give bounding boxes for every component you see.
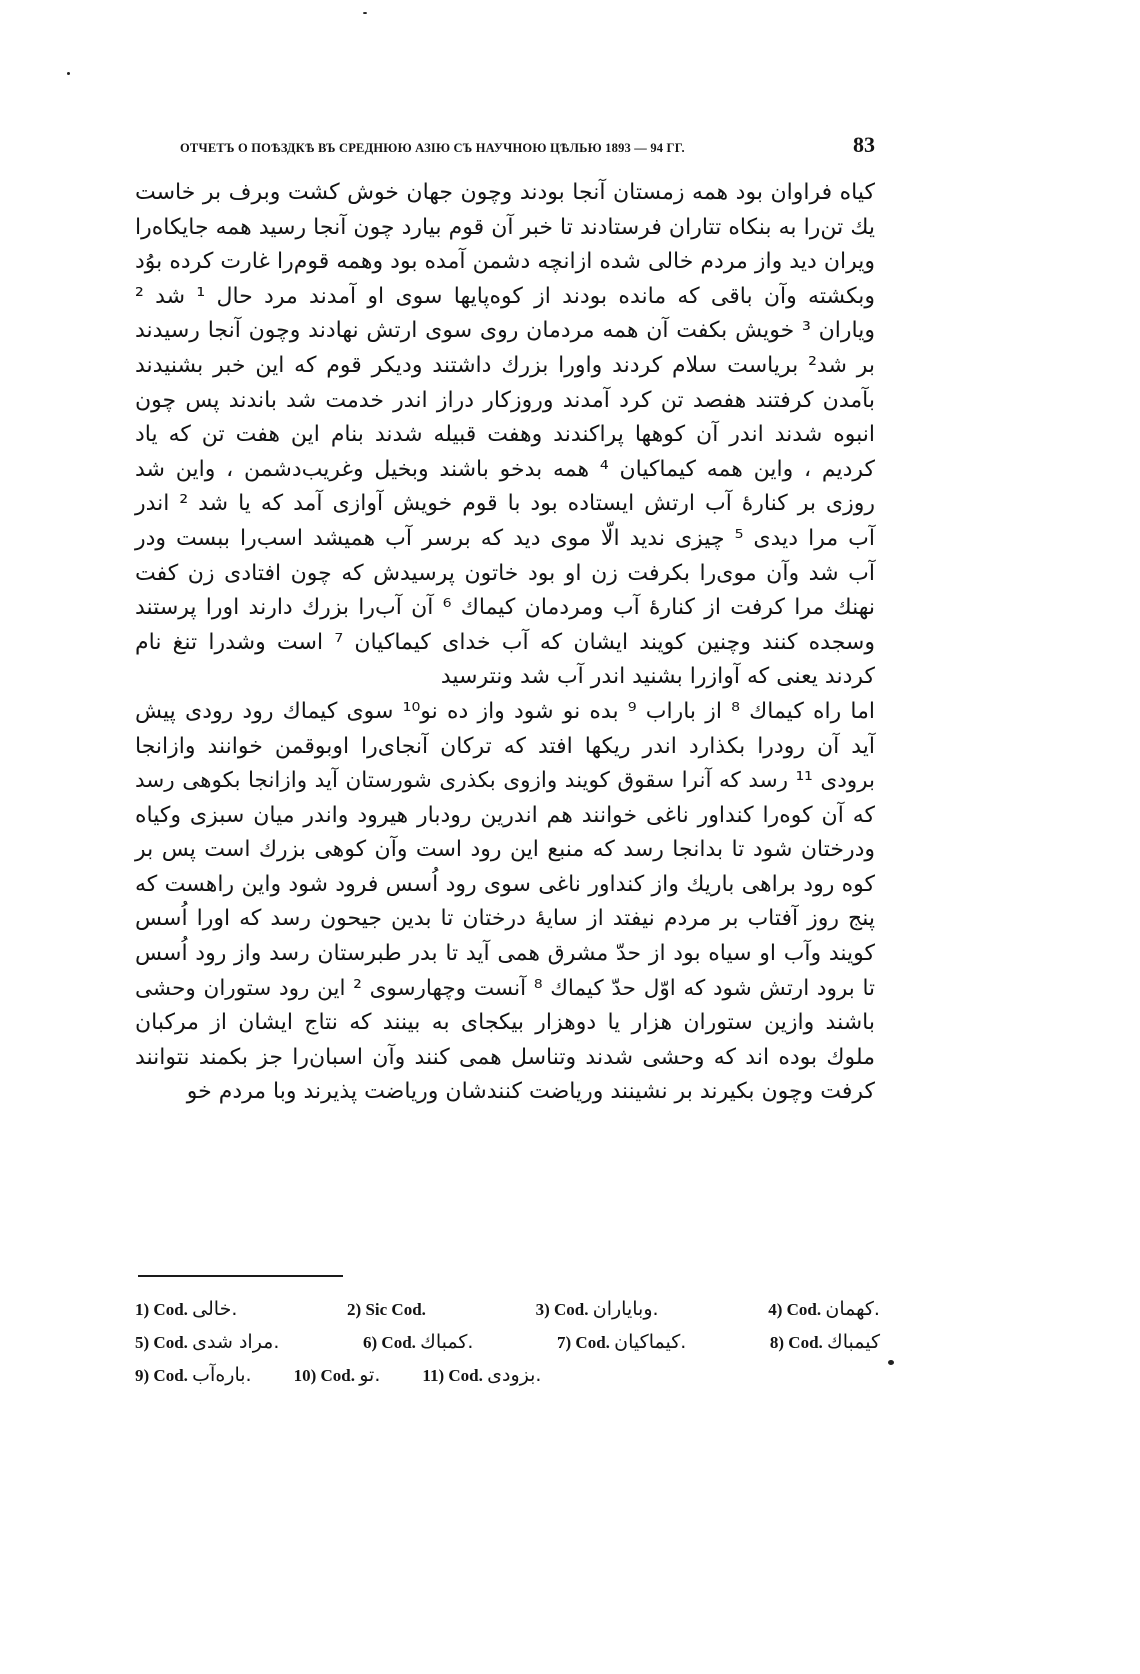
text-line: آب شد وآن موى‌را بكرفت زن او بود خاتون پرسيدش كه چون افتادى زن كفت [135,560,875,586]
footnote-number: 5) Cod. [135,1333,188,1352]
page-header [180,132,875,162]
footnote [347,1300,426,1320]
main-text [135,176,875,1110]
footnote-number: 8) Cod. [769,1333,823,1352]
footnote [135,1364,252,1386]
text-line: آب مرا ديدى ⁵ چيزى نديد الّا موى ديد كه برسر آب هميشد اسب‌را ببست ودر [135,525,875,551]
page-number: 83 [853,132,875,157]
text-line: وبكشته وآن باقى كه مانده بودند از كوه‌پايها سوى او آمدند مرد حال ¹ شد ² [135,283,876,309]
text-line: يك تن‌را به بنكاه تتاران فرستادند تا خبر آن قوم بيارد چون آنجا رسيد همه جايكاه‌را [135,214,875,240]
footnote [135,1331,279,1353]
text-line: برودى ¹¹ رسد كه آنرا سقوق كويند وازوى بكذرى شورستان آيد وازانجا بكوهى رسد [135,768,875,794]
footnote-number: 3) Cod. [535,1300,589,1319]
scan-speck [888,1360,894,1365]
text-line: ودرختان شود تا بدانجا رسد كه منبع اين رود است وآن كوهى بزرك است پس بر [135,837,875,863]
footnote-number: 7) Cod. [557,1333,610,1352]
footnote-row [135,1298,880,1331]
text-line: كردند يعنى كه آوازرا بشنيد اندر آب شد ونترسيد [440,664,875,690]
footnote-variant: .وباياران [592,1298,659,1320]
footnote [770,1331,880,1353]
footnote-variant: .مراد شدى [192,1331,280,1353]
footnote [294,1364,381,1386]
text-line: كويند وآب او سياه بود از حدّ مشرق همى آيد تا بدر طبرستان رسد واز رود اُسس [135,941,875,967]
text-line: اما راه كيماك ⁸ از باراب ⁹ بده نو شود واز ده نو¹⁰ سوى كيماك رود رودى پيش [135,698,875,724]
footnote-variant: .تو [359,1364,381,1386]
text-line: تا برود ارتش شود كه اوّل حدّ كيماك ⁸ آنست وچهارسوى ² اين رود ستوران وحشى [135,975,876,1001]
footnote-variant: كيمباك [827,1331,880,1353]
footnote-number: 2) Sic Cod. [347,1300,426,1319]
text-line: نهنك مرا كرفت از كنارهٔ آب ومردمان كيماك ⁶ آن آب‌را بزرك دارند اورا پرستند [135,595,875,621]
text-line: روزى بر كنارهٔ آب ارتش ايستاده بود با قوم خويش آوازى آمد كه يا شد ² اندر [135,491,875,517]
text-line: ويران ديد واز مردم خالى شده ازانچه دشمن آمده بود وهمه قوم‌را غارت كرده بوُد [135,249,875,275]
footnote [536,1298,659,1320]
text-line: كياه فراوان بود همه زمستان آنجا بودند وچون جهان خوش كشت وبرف بر خاست [135,180,875,205]
footnote [422,1364,541,1386]
running-head: ОТЧЕТЪ О ПОѢЗДКѢ ВЪ СРЕДНЮЮ АЗІЮ СЪ НАУЧНОЮ ЦѢЛЬЮ 1893 — 94 ГГ. [180,141,685,155]
text-line: آيد آن رودرا بكذارد اندر ريكها افتد كه تركان آنجاى‌را اوبوقمن خوانند وازانجا [135,733,875,759]
scan-speck [67,72,70,75]
text-line: باشند وازين ستوران هزار يا دوهزار بيكجاى به بينند كه نتاج ايشان از مركبان [135,1010,875,1036]
text-line: بآمدن كرفتند هفصد تن كرد آمدند وروزكار دراز اندر خدمت شد باندند پس چون [135,387,875,413]
footnote-number: 4) Cod. [768,1300,822,1319]
scan-speck [363,12,367,14]
text-line: كرديم ، واين همه كيماكيان ⁴ همه بدخو باشند وبخيل وغريب‌دشمن ، واين شد [135,456,875,482]
footnote-variant: .بزودى [487,1364,542,1386]
footnote-variant: .باره‌آب [192,1364,252,1386]
footnote-variant: .كهمان [825,1298,880,1320]
footnote [363,1331,473,1353]
footnote-variant: .خالى [192,1298,238,1320]
footnote-number: 11) Cod. [422,1366,483,1385]
text-line: پنج روز آفتاب بر مردم نيفتد از سايهٔ درختان تا بدين جيحون رسد كه اورا اُسس [135,906,875,932]
text-line: وسجده كنند وچنين كويند ايشان كه آب خداى كيماكيان ⁷ است وشدرا تنغ نام [135,629,875,655]
footnote [768,1298,880,1320]
text-line: بر شد² برياست سلام كردند واورا بزرك داشتند وديكر قوم كه اين خبر بشنيدند [135,352,875,378]
footnote-separator [138,1275,343,1277]
footnotes [135,1298,880,1397]
text-line: انبوه شدند اندر آن كوهها پراكندند وهفت قبيله شدند بنام اين هفت تن كه ياد [135,422,875,448]
footnote [135,1298,237,1320]
footnote-variant: .كمباك [420,1331,474,1353]
text-line: ملوك بوده اند كه وحشى شدند وتناسل همى كنند وآن اسبان‌را جز بكمند نتوانند [135,1044,875,1070]
text-line: كرفت وچون بكيرند بر نشينند ورياضت كنندشان ورياضت پذيرند وبا مردم خو [186,1079,875,1105]
footnote-row [135,1331,880,1364]
footnote-number: 6) Cod. [363,1333,416,1352]
footnote-variant: .كيماكيان [614,1331,687,1353]
text-line: وياران ³ خويش بكفت آن همه مردمان روى سوى ارتش نهادند وچون آنجا رسيدند [135,318,875,344]
text-line: كه آن كوه‌را كنداور ناغى خوانند هم اندرين رودبار هيرود واندر ميان سبزى وكياه [135,802,875,828]
footnote-number: 1) Cod. [135,1300,188,1319]
footnote-number: 9) Cod. [135,1366,188,1385]
footnote-row [135,1364,880,1397]
footnote-number: 10) Cod. [293,1366,355,1385]
footnote [557,1331,686,1353]
text-line: كوه رود براهى باريك واز كنداور ناغى سوى رود اُسس فرود شود واين راهست كه [135,871,875,897]
